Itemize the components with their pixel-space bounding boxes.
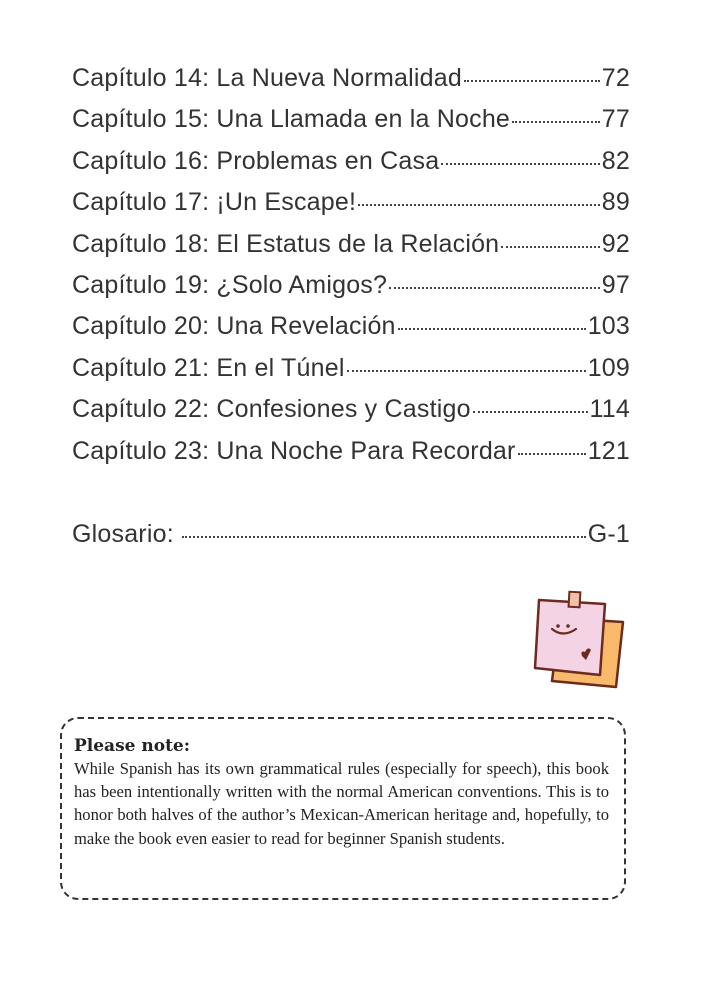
- toc-entry[interactable]: [72, 230, 630, 271]
- toc-entry-page: 77: [601, 105, 630, 134]
- dotted-leader: [501, 246, 599, 248]
- dotted-leader: [464, 80, 600, 82]
- toc-entry-title: Capítulo 19: ¿Solo Amigos?: [72, 270, 388, 299]
- sticky-note-icon: [530, 588, 630, 693]
- toc-entry[interactable]: [72, 64, 630, 105]
- dotted-leader: [512, 121, 600, 123]
- dotted-leader: [389, 287, 600, 289]
- toc-entry[interactable]: [72, 147, 630, 188]
- dotted-leader: [398, 328, 586, 330]
- note-heading: Please note:: [74, 736, 191, 756]
- toc-entry-title: Glosario:: [72, 520, 174, 548]
- toc-entry-page: 103: [587, 312, 630, 341]
- toc-entry-title: Capítulo 14: La Nueva Normalidad: [72, 64, 462, 92]
- toc-entry-page: 97: [601, 270, 630, 299]
- toc-entry-page: 109: [587, 353, 630, 382]
- dotted-leader: [358, 204, 600, 206]
- note-body: While Spanish has its own grammatical rules (especially for speech), this book has been intentionally written with the normal American conventions. This is to honor both halves of the author’s Mexican-American heritage and, hopefully, to make the book even easier to read for beginner Spanish students.: [74, 759, 609, 848]
- please-note-box: [60, 717, 626, 900]
- toc-entry[interactable]: [72, 105, 630, 146]
- dotted-leader: [182, 536, 586, 538]
- dotted-leader: [347, 370, 586, 372]
- toc-entry[interactable]: [72, 354, 630, 395]
- dotted-leader: [473, 411, 588, 413]
- toc-entry-page: G-1: [587, 520, 630, 548]
- toc-entry[interactable]: [72, 312, 630, 353]
- toc-entry[interactable]: [72, 271, 630, 312]
- toc-entry-title: Capítulo 21: En el Túnel: [72, 353, 345, 382]
- toc-entry-title: Capítulo 17: ¡Un Escape!: [72, 188, 357, 217]
- toc-entry-title: Capítulo 18: El Estatus de la Relación: [72, 229, 500, 258]
- toc-entry-page: 114: [589, 395, 630, 424]
- toc-entry-page: 89: [601, 188, 630, 217]
- dotted-leader: [441, 163, 599, 165]
- toc-entry-page: 92: [601, 229, 630, 258]
- toc-entry-page: 121: [587, 436, 630, 465]
- toc-entry-title: Capítulo 22: Confesiones y Castigo: [72, 395, 471, 424]
- toc-entry-page: 82: [601, 146, 630, 175]
- dotted-leader: [518, 453, 586, 455]
- toc-entry[interactable]: [72, 437, 630, 478]
- toc-entry-glossary[interactable]: [72, 520, 630, 561]
- toc-entry[interactable]: [72, 188, 630, 229]
- toc-entry-title: Capítulo 15: Una Llamada en la Noche: [72, 105, 511, 134]
- toc-entry-title: Capítulo 20: Una Revelación: [72, 312, 396, 341]
- toc-entry-title: Capítulo 16: Problemas en Casa: [72, 146, 440, 175]
- toc-entry-page: 72: [601, 64, 630, 92]
- table-of-contents: [72, 64, 630, 478]
- toc-entry[interactable]: [72, 395, 630, 436]
- toc-entry-title: Capítulo 23: Una Noche Para Recordar: [72, 436, 516, 465]
